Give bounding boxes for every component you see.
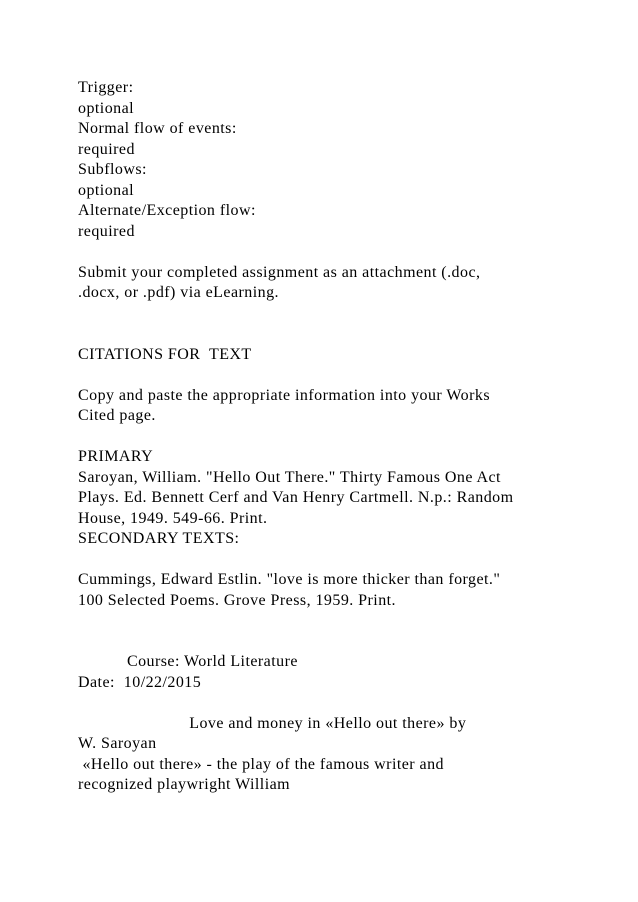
text-line: Normal flow of events: <box>78 120 237 137</box>
text-line: optional <box>78 182 135 199</box>
text-line: recognized playwright William <box>78 776 291 793</box>
text-line: required <box>78 141 135 158</box>
citation-line: Cummings, Edward Estlin. "love is more thicker than forget." <box>78 571 501 588</box>
citation-line: House, 1949. 549-66. Print. <box>78 510 268 527</box>
course-line: Course: World Literature <box>78 653 298 670</box>
text-line: Copy and paste the appropriate information into your Works <box>78 387 490 404</box>
citation-line: Saroyan, William. "Hello Out There." Thirty Famous One Act <box>78 469 501 486</box>
citation-line: 100 Selected Poems. Grove Press, 1959. Print. <box>78 592 396 609</box>
essay-title: Love and money in «Hello out there» by <box>78 715 467 732</box>
text-line: required <box>78 223 135 240</box>
section-heading: SECONDARY TEXTS: <box>78 530 240 547</box>
text-line: .docx, or .pdf) via eLearning. <box>78 284 279 301</box>
text-line: Alternate/Exception flow: <box>78 202 256 219</box>
text-line: Trigger: <box>78 79 134 96</box>
text-line: «Hello out there» - the play of the famous writer and <box>78 756 444 773</box>
citation-line: Plays. Ed. Bennett Cerf and Van Henry Cartmell. N.p.: Random <box>78 489 514 506</box>
date-line: Date: 10/22/2015 <box>78 674 202 691</box>
text-line: Subflows: <box>78 161 147 178</box>
text-line: optional <box>78 100 135 117</box>
essay-title: W. Saroyan <box>78 735 157 752</box>
text-line: Submit your completed assignment as an attachment (.doc, <box>78 264 481 281</box>
section-heading: CITATIONS FOR TEXT <box>78 346 252 363</box>
section-heading: PRIMARY <box>78 448 154 465</box>
text-line: Cited page. <box>78 407 156 424</box>
